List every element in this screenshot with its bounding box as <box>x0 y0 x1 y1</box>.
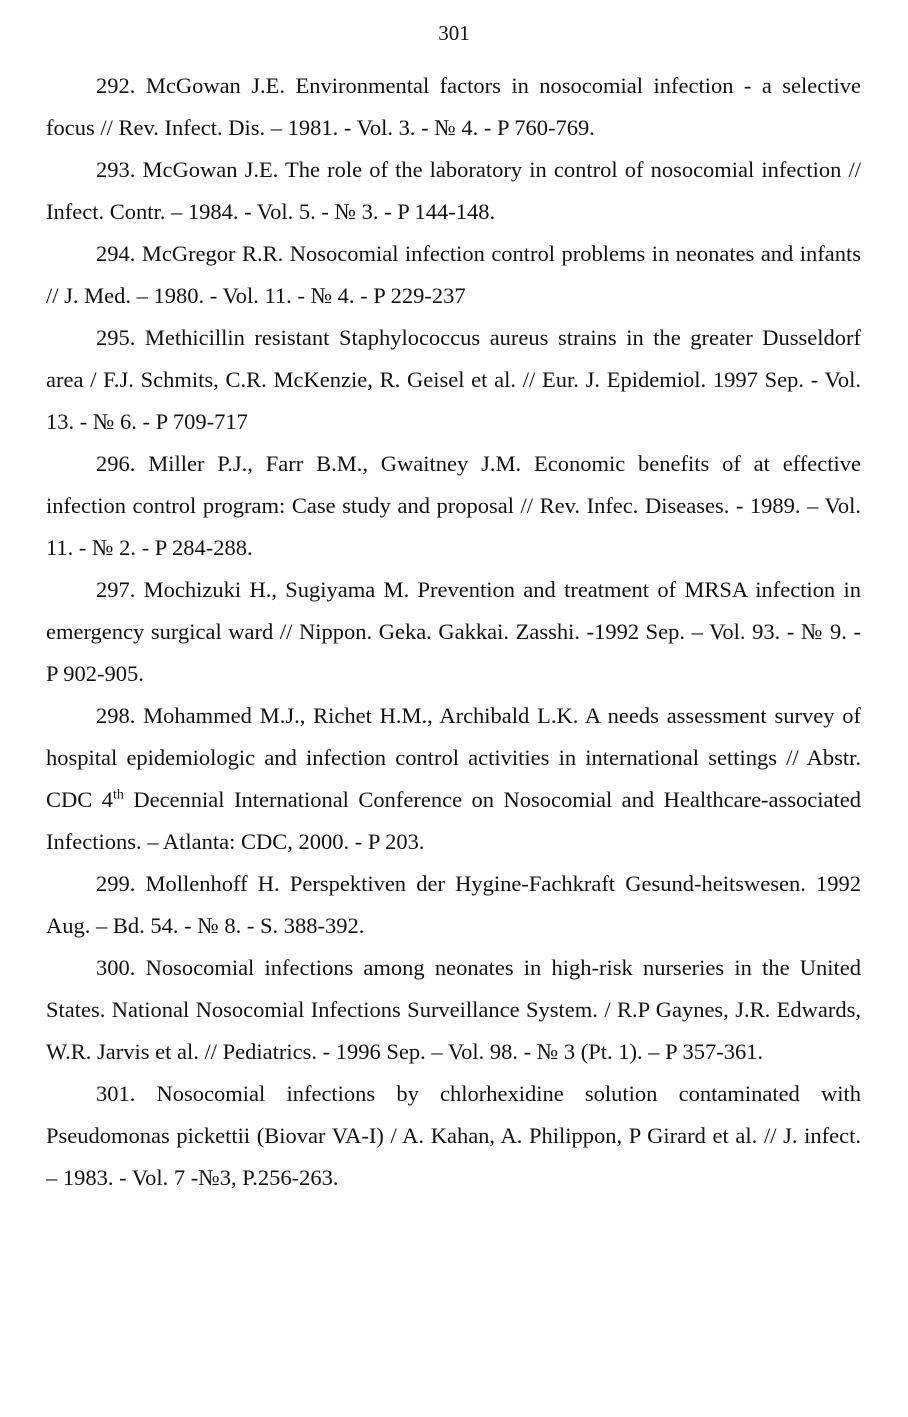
reference-300 <box>46 947 861 1073</box>
reference-text: 295. Methicillin resistant Staphylococcus aureus strains in the greater Dusseldorf area / F.J. Schmits, C.R. McKenzie, R. Geisel et al. // Eur. J. Epidemiol. 1997 Sep. - Vol. 13. - № 6. - P 709-717 <box>46 325 861 434</box>
reference-text: 294. McGregor R.R. Nosocomial infection control problems in neonates and infants // J. Med. – 1980. - Vol. 11. - № 4. - P 229-237 <box>46 241 861 308</box>
reference-text: 293. McGowan J.E. The role of the laboratory in control of nosocomial infection // Infect. Contr. – 1984. - Vol. 5. - № 3. - P 144-148. <box>46 157 861 224</box>
reference-295 <box>46 317 861 443</box>
reference-298 <box>46 695 861 863</box>
reference-text: 298. Mohammed M.J., Richet H.M., Archibald L.K. A needs assessment survey of hospital epidemiologic and infection control activities in international settings // Abstr. CDC 4 <box>46 703 861 812</box>
reference-299 <box>46 863 861 947</box>
reference-293 <box>46 149 861 233</box>
reference-list <box>46 65 861 1199</box>
reference-text: 299. Mollenhoff H. Perspektiven der Hygine-Fachkraft Gesund-heitswesen. 1992 Aug. – Bd. 54. - № 8. - S. 388-392. <box>46 871 861 938</box>
reference-292 <box>46 65 861 149</box>
reference-297 <box>46 569 861 695</box>
reference-296 <box>46 443 861 569</box>
reference-text: 300. Nosocomial infections among neonates in high-risk nurseries in the United States. National Nosocomial Infections Surveillance System. / R.P Gaynes, J.R. Edwards, W.R. Jarvis et al. // Pediatrics. - 1996 Sep. – Vol. 98. - № 3 (Pt. 1). – P 357-361. <box>46 955 861 1064</box>
reference-301 <box>46 1073 861 1199</box>
reference-text: 292. McGowan J.E. Environmental factors in nosocomial infection - a selective focus // Rev. Infect. Dis. – 1981. - Vol. 3. - № 4. - P 760-769. <box>46 73 861 140</box>
page-number: 301 <box>438 21 470 45</box>
reference-text: 296. Miller P.J., Farr B.M., Gwaitney J.M. Economic benefits of at effective infection control program: Case study and proposal // Rev. Infec. Diseases. - 1989. – Vol. 11. - № 2. - P 284-288. <box>46 451 861 560</box>
superscript-th: th <box>112 787 124 803</box>
reference-text: 301. Nosocomial infections by chlorhexidine solution contaminated with Pseudomonas pickettii (Biovar VA-I) / A. Kahan, A. Philippon, P Girard et al. // J. infect. – 1983. - Vol. 7 -№3, P.256-263. <box>46 1081 861 1190</box>
reference-text: 297. Mochizuki H., Sugiyama M. Prevention and treatment of MRSA infection in emergency surgical ward // Nippon. Geka. Gakkai. Zasshi. -1992 Sep. – Vol. 93. - № 9. - P 902-905. <box>46 577 861 686</box>
reference-294 <box>46 233 861 317</box>
reference-text-continued: Decennial International Conference on Nosocomial and Healthcare-associated Infections. – Atlanta: CDC, 2000. - P 203. <box>46 787 862 854</box>
